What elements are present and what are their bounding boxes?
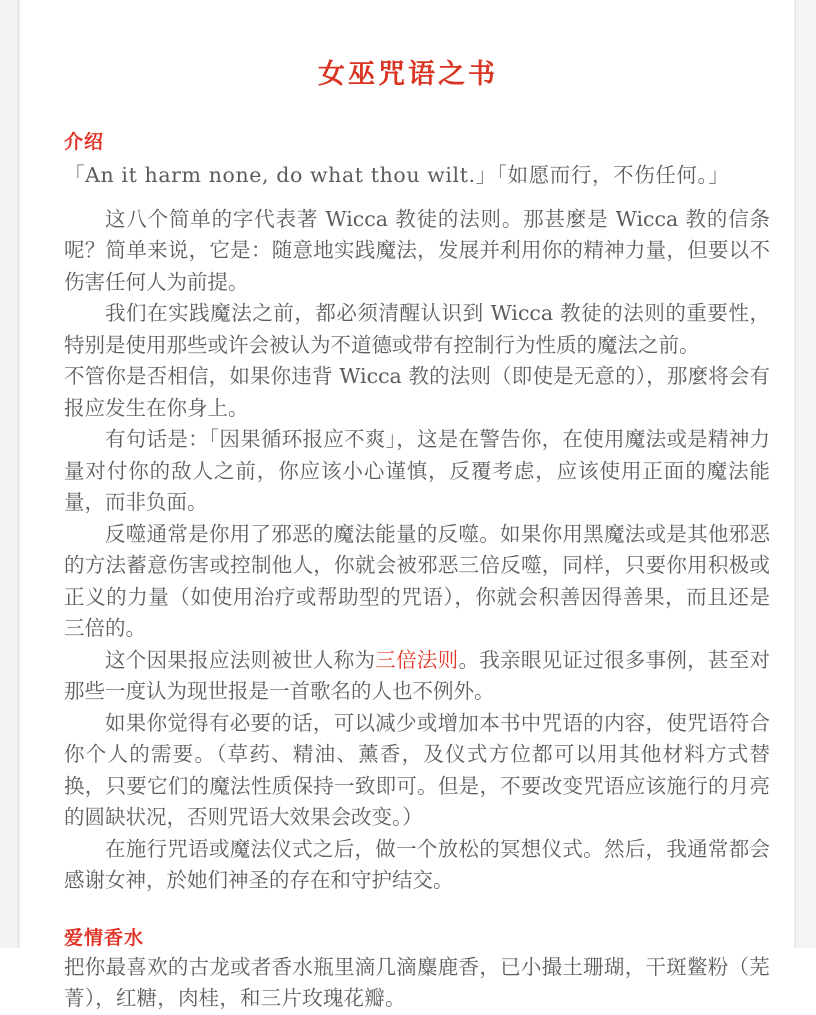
intro-paragraphs <box>0 192 816 897</box>
threefold-law-before: 这个因果报应法则被世人称为 <box>105 647 376 672</box>
paragraph-importance: 我们在实践魔法之前，都必须清醒认识到 Wicca 教徒的法则的重要性，特别是使用那些或许会被认为不道德或带有控制行为性质的魔法之前。 <box>64 301 770 357</box>
paragraph-customization: 如果你觉得有必要的话，可以减少或增加本书中咒语的内容，使咒语符合你个人的需要。（草药、精油、薰香，及仪式方位都可以用其他材料方式替换，只要它们的魔法性质保持一致即可。但是，不要改变咒语应该施行的月亮的圆缺状况，否则咒语大效果会改变。） <box>64 710 770 829</box>
paragraph-backlash: 反噬通常是你用了邪恶的魔法能量的反噬。如果你用黑魔法或是其他邪恶的方法蓄意伤害或控制他人，你就会被邪恶三倍反噬，同样，只要你用积极或正义的力量（如使用治疗或帮助型的咒语），你就会积善因得善果，而且还是三倍的。 <box>64 521 770 640</box>
paragraph-threefold-law <box>0 645 816 708</box>
section-heading-intro: 介绍 <box>64 131 105 153</box>
paragraph-retribution: 不管你是否相信，如果你违背 Wicca 教的法则（即使是无意的），那麼将会有报应发生在你身上。 <box>64 364 770 420</box>
paragraph-rede-meaning: 这八个简单的字代表著 Wicca 教徒的法则。那甚麼是 Wicca 教的信条呢？简单来说，它是：随意地实践魔法，发展并利用你的精神力量，但要以不伤害任何人为前提。 <box>64 206 770 294</box>
threefold-law-after: 。我亲眼见证过很多事例，甚至对那些一度认为现世报是一首歌名的人也不例外。 <box>64 647 771 703</box>
paragraph-closing-meditation: 在施行咒语或魔法仪式之后，做一个放松的冥想仪式。然后，我通常都会感谢女神，於她们神圣的存在和守护结交。 <box>64 836 770 892</box>
page-title: 女巫咒语之书 <box>318 59 498 90</box>
wiccan-rede-quote: 「An it harm none, do what thou wilt.」「如愿而行，不伤任何。」 <box>64 163 730 187</box>
paragraph-love-perfume-recipe: 把你最喜欢的古龙或者香水瓶里滴几滴麋鹿香，已小撮土珊瑚，干斑鳖粉（芜菁），红糖，肉桂，和三片玫瑰花瓣。 <box>64 954 770 1010</box>
paragraph-karma-saying: 有句话是：「因果循环报应不爽」，这是在警告你，在使用魔法或是精神力量对付你的敌人之前，你应该小心谨慎，反覆考虑，应该使用正面的魔法能量，而非负面。 <box>64 427 770 514</box>
threefold-law-highlight: 三倍法则 <box>375 647 459 672</box>
section-heading-love-perfume: 爱情香水 <box>64 926 145 949</box>
